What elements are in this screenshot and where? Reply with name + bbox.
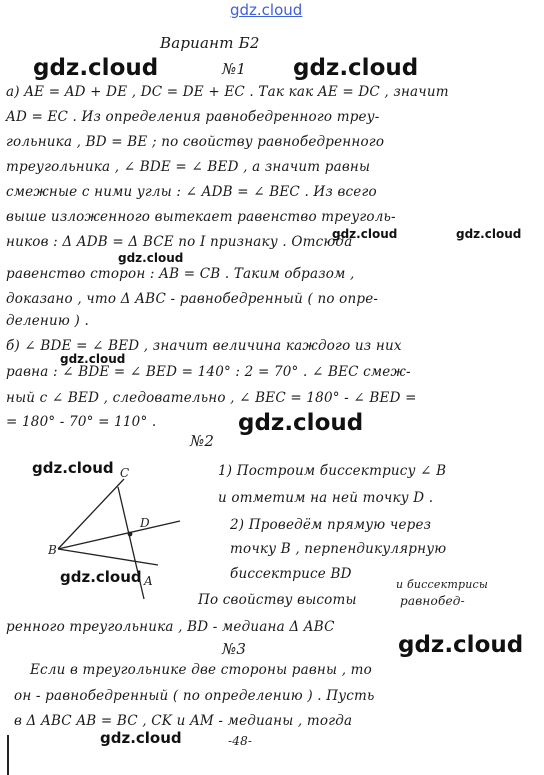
- watermark: gdz.cloud: [332, 227, 398, 241]
- task2-step-5: биссектрисе BD: [230, 566, 352, 582]
- watermark: gdz.cloud: [398, 632, 524, 658]
- variant-title: Вариант Б2: [160, 34, 260, 52]
- task1-line-13: ный с ∠ BED , следовательно , ∠ BEC = 180° - ∠ BED =: [6, 390, 417, 406]
- vertex-c-label: C: [120, 466, 130, 480]
- ray-bc-line: [58, 479, 124, 549]
- vertex-a-label: A: [144, 574, 153, 588]
- task1-line-1: а) AE = AD + DE , DC = DE + EC . Так как AE = DC , значит: [6, 84, 449, 100]
- task2-step-3: 2) Проведём прямую через: [230, 517, 432, 533]
- watermark: gdz.cloud: [456, 227, 522, 241]
- watermark: gdz.cloud: [32, 459, 114, 477]
- task2-step-2: и отметим на ней точку D .: [218, 490, 434, 506]
- task-3-heading: №3: [222, 640, 247, 658]
- vertex-b-label: B: [48, 543, 57, 557]
- watermark: gdz.cloud: [33, 55, 159, 81]
- task3-line-2: он - равнобедренный ( по определению ) . Пусть: [14, 688, 375, 704]
- ray-ba-line: [58, 549, 158, 565]
- bisector-bd-line: [58, 521, 180, 549]
- watermark: gdz.cloud: [60, 352, 126, 366]
- task1-line-4: треугольника , ∠ BDE = ∠ BED , а значит равны: [6, 159, 371, 175]
- task2-step-6-start: По свойству высоты: [198, 592, 357, 608]
- point-d-marker: [128, 532, 133, 537]
- task1-line-5: смежные с ними углы : ∠ ADB = ∠ BEC . Из всего: [6, 184, 377, 200]
- watermark: gdz.cloud: [293, 55, 419, 81]
- task3-line-1: Если в треугольнике две стороны равны , то: [30, 662, 373, 678]
- watermark: gdz.cloud: [238, 410, 364, 436]
- task1-line-3: гольника , BD = BE ; по свойству равнобедренного: [6, 134, 385, 150]
- page-number: -48-: [228, 734, 253, 748]
- task2-step-1: 1) Построим биссектрису ∠ B: [218, 463, 447, 479]
- watermark: gdz.cloud: [100, 729, 182, 747]
- task2-step-6-insert: и биссектрисы: [396, 578, 489, 591]
- task-2-heading: №2: [190, 432, 215, 450]
- task1-line-2: AD = EC . Из определения равнобедренного треу-: [6, 109, 380, 125]
- watermark: gdz.cloud: [118, 251, 184, 265]
- header-watermark-link[interactable]: gdz.cloud: [230, 1, 303, 19]
- task1-line-12: равна : ∠ BDE = ∠ BED = 140° : 2 = 70° . ∠ BEC смеж-: [6, 364, 411, 380]
- task1-line-10: делению ) .: [6, 313, 89, 329]
- task1-line-8: равенство сторон : AB = CB . Таким образом ,: [6, 266, 355, 282]
- task-1-heading: №1: [222, 60, 247, 78]
- task1-line-7: ников : Δ ADB = Δ BCE по I признаку . Отсюда: [6, 234, 353, 250]
- task2-step-4: точку B , перпендикулярную: [230, 541, 447, 557]
- task1-line-14: = 180° - 70° = 110° .: [6, 414, 157, 430]
- task2-step-7: ренного треугольника , BD - медиана Δ ABC: [6, 619, 335, 635]
- task1-line-9: доказано , что Δ ABC - равнобедренный ( по опре-: [6, 291, 379, 307]
- point-d-label: D: [140, 516, 150, 530]
- task2-step-6-end: равнобед-: [400, 594, 465, 608]
- task3-line-3: в Δ ABC AB = BC , CK и AM - медианы , тогда: [14, 713, 353, 729]
- task1-line-11: б) ∠ BDE = ∠ BED , значит величина каждого из них: [6, 338, 402, 354]
- watermark: gdz.cloud: [60, 568, 142, 586]
- task1-line-6: выше изложенного вытекает равенство треуголь-: [6, 209, 396, 225]
- page-margin-mark: [7, 735, 9, 775]
